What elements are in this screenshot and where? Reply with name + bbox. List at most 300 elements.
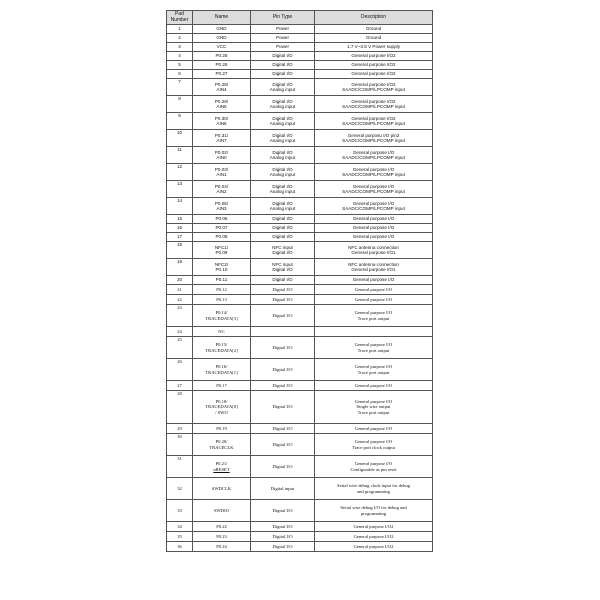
table-row (167, 478, 433, 500)
pad-number-cell: 30 (167, 434, 193, 456)
description-line: General purpose I/O (354, 342, 393, 348)
table-row (167, 381, 433, 391)
description-line: General purpose I/O (354, 296, 393, 302)
header-row (167, 11, 433, 25)
pin-type-cell (251, 478, 315, 500)
pad-number-cell: 17 (167, 233, 193, 242)
name-cell (193, 522, 251, 532)
pin-type-cell (251, 327, 315, 337)
pin-type-line: Digital I/O (272, 115, 293, 121)
name-line: TRACECLK (209, 444, 234, 450)
description-line: General purpose I/O (354, 286, 393, 292)
pad-number-cell: 12 (167, 164, 193, 181)
table-row (167, 242, 433, 259)
name-line: P0.24 (216, 543, 227, 549)
description-cell (315, 542, 433, 552)
name-line: P0.15/ (215, 342, 228, 348)
description-line: Trace port clock output (352, 444, 395, 450)
name-line: P0.14/ (215, 310, 228, 316)
name-line: AIN3 (216, 206, 227, 211)
description-cell (315, 79, 433, 96)
description-cell (315, 70, 433, 79)
pad-number-cell: 35 (167, 532, 193, 542)
pin-type-cell (251, 181, 315, 198)
pad-number-cell: 9 (167, 113, 193, 130)
description-line: Ground (365, 35, 382, 41)
name-line: GND (216, 35, 227, 41)
pin-type-line: Digital I/O (272, 382, 293, 388)
name-cell (193, 305, 251, 327)
description-line: Serial wire debug clock input for debug (337, 483, 410, 489)
pin-type-line: Analog input (269, 172, 296, 177)
table-row (167, 181, 433, 198)
description-cell (315, 456, 433, 478)
description-line: General purpose I/O2 (351, 53, 396, 59)
pin-type-cell (251, 61, 315, 70)
description-cell (315, 391, 433, 424)
name-cell (193, 456, 251, 478)
name-cell (193, 43, 251, 52)
table-row (167, 52, 433, 61)
description-cell (315, 478, 433, 500)
description-line: General purpose I/O (354, 399, 393, 405)
description-line: programming (360, 510, 386, 516)
pin-type-cell (251, 224, 315, 233)
pad-number-cell: 27 (167, 381, 193, 391)
pin-type-line: Digital I/O (272, 62, 293, 68)
description-cell (315, 276, 433, 285)
description-cell (315, 327, 433, 337)
description-cell (315, 532, 433, 542)
pad-number-cell: 7 (167, 79, 193, 96)
table-row (167, 327, 433, 337)
description-cell (315, 215, 433, 224)
description-line: General purpose I/O (352, 200, 395, 206)
pad-number-cell: 6 (167, 70, 193, 79)
table-header (167, 11, 433, 25)
pin-table (166, 10, 433, 552)
pad-number-cell: 11 (167, 147, 193, 164)
pad-number-cell: 28 (167, 391, 193, 424)
description-cell (315, 164, 433, 181)
name-cell (193, 532, 251, 542)
description-line: General purpose I/O2 (353, 543, 394, 549)
table-row (167, 542, 433, 552)
description-cell (315, 500, 433, 522)
pad-number-cell: 34 (167, 522, 193, 532)
pad-number-cell: 3 (167, 43, 193, 52)
name-line: AIN1 (216, 172, 227, 177)
description-line: General purpose I/O1 (351, 267, 396, 272)
table-row (167, 532, 433, 542)
pin-type-cell (251, 456, 315, 478)
pad-number-cell: 10 (167, 130, 193, 147)
name-line: P0.20/ (215, 439, 228, 445)
description-line: Trace port output (357, 409, 390, 415)
pin-type-line: Digital I/O (272, 234, 293, 240)
description-line: General purpose I/O (352, 183, 395, 189)
description-cell (315, 242, 433, 259)
table-row (167, 130, 433, 147)
name-line: / SWO (215, 409, 228, 415)
description-line: 1.7 V~3.6 V Power supply (347, 44, 400, 50)
pin-type-line: NFC input (272, 261, 293, 267)
name-cell (193, 198, 251, 215)
table-row (167, 233, 433, 242)
pin-type-cell (251, 434, 315, 456)
pin-type-cell (251, 96, 315, 113)
description-line: General purpose I/O2 (351, 81, 396, 87)
description-line: SAADC/COMP/LPCOMP input (342, 138, 405, 143)
description-cell (315, 198, 433, 215)
description-line: Single wire output (356, 404, 391, 410)
pad-number-cell: 22 (167, 295, 193, 305)
description-line: General purpose I/O (352, 277, 395, 283)
pad-number-cell: 20 (167, 276, 193, 285)
name-line: P0.11 (215, 277, 228, 283)
pin-type-cell (251, 532, 315, 542)
table-row (167, 434, 433, 456)
pin-type-line: Digital I/O (272, 296, 293, 302)
pin-type-cell (251, 359, 315, 381)
pin-type-cell (251, 285, 315, 295)
pad-number-cell: 32 (167, 478, 193, 500)
pad-number-cell: 15 (167, 215, 193, 224)
description-line: Configurable as pin reset (350, 466, 397, 472)
pin-type-cell (251, 25, 315, 34)
pin-type-line: Digital I/O (272, 312, 293, 318)
name-cell (193, 276, 251, 285)
table-row (167, 34, 433, 43)
name-line: TRACEDATA[3] (205, 315, 238, 321)
description-line: SAADC/COMP/LPCOMP input (342, 189, 405, 194)
name-line: P0.26 (215, 62, 228, 68)
name-line: AIN5 (216, 104, 227, 109)
table-row (167, 305, 433, 327)
table-row (167, 25, 433, 34)
name-line: P0.06 (215, 216, 228, 222)
name-cell (193, 337, 251, 359)
pad-number-cell: 19 (167, 259, 193, 276)
pin-type-line: Power (275, 44, 290, 50)
description-line: General purpose I/O2 (353, 533, 394, 539)
name-line: P0.03/ (214, 166, 229, 172)
pin-type-line: Digital I/O (272, 250, 293, 255)
description-line: Trace port output (357, 369, 390, 375)
pin-type-line: Power (275, 35, 290, 41)
description-cell (315, 25, 433, 34)
pin-type-cell (251, 79, 315, 96)
pin-type-line: Digital I/O (272, 441, 293, 447)
name-cell (193, 164, 251, 181)
name-cell (193, 242, 251, 259)
description-line: SAADC/COMP/LPCOMP input (342, 104, 405, 109)
name-line: P0.16/ (215, 364, 228, 370)
name-line: GND (216, 26, 227, 32)
table-row (167, 224, 433, 233)
name-cell (193, 61, 251, 70)
pin-type-line: Digital I/O (272, 404, 293, 410)
name-line: P0.28/ (214, 81, 229, 87)
description-line: SAADC/COMP/LPCOMP input (342, 155, 405, 160)
table-row (167, 522, 433, 532)
name-line: P0.07 (215, 225, 228, 231)
pad-number-cell: 23 (167, 305, 193, 327)
pin-type-line: Digital I/O (272, 425, 293, 431)
name-line: P0.02/ (214, 149, 229, 155)
name-cell (193, 52, 251, 61)
name-line: AIN0 (216, 155, 227, 160)
description-line: NFC antenna connection (348, 244, 399, 250)
description-line: General purpose I/O2 (351, 98, 396, 104)
table-row (167, 79, 433, 96)
name-cell (193, 147, 251, 164)
pin-type-line: Digital I/O (272, 81, 293, 87)
table-row (167, 285, 433, 295)
table-row (167, 359, 433, 381)
pad-number-cell: 4 (167, 52, 193, 61)
name-line: P0.18/ (215, 399, 228, 405)
description-cell (315, 34, 433, 43)
pad-number-cell: 5 (167, 61, 193, 70)
pad-number-cell: 24 (167, 327, 193, 337)
description-line: Trace port output (357, 347, 390, 353)
table-row (167, 456, 433, 478)
table-row (167, 500, 433, 522)
description-line: General purpose I/O2 (351, 62, 396, 68)
name-line: AIN2 (216, 189, 227, 194)
pin-type-cell (251, 305, 315, 327)
name-line: P0.30/ (214, 115, 229, 121)
name-line: P0.21/ (215, 461, 228, 467)
pad-number-cell: 2 (167, 34, 193, 43)
description-line: Ground (365, 26, 382, 32)
description-line: General purpose I/O (354, 364, 393, 370)
table-row (167, 61, 433, 70)
pin-type-cell (251, 542, 315, 552)
pad-number-cell: 33 (167, 500, 193, 522)
name-line: P0.05/ (214, 200, 229, 206)
description-cell (315, 224, 433, 233)
pin-type-cell (251, 391, 315, 424)
pin-type-line: Analog input (269, 87, 296, 92)
table-row (167, 391, 433, 424)
pin-type-line: Analog input (269, 138, 296, 143)
name-cell (193, 285, 251, 295)
description-cell (315, 259, 433, 276)
name-line: nRESET (213, 466, 230, 472)
pin-type-cell (251, 52, 315, 61)
table-row (167, 259, 433, 276)
description-cell (315, 359, 433, 381)
name-line: AIN7 (216, 138, 227, 143)
name-line: SWDCLK (211, 485, 232, 491)
pad-number-cell: 36 (167, 542, 193, 552)
description-line: General purpose I/O2 (351, 115, 396, 121)
pin-type-line: Analog input (269, 155, 296, 160)
pin-type-line: Digital I/O (272, 53, 293, 59)
description-cell (315, 43, 433, 52)
name-line: P0.12 (216, 286, 227, 292)
description-cell (315, 295, 433, 305)
description-line: SAADC/COMP/LPCOMP input (342, 87, 405, 92)
description-cell (315, 113, 433, 130)
pad-number-cell: 14 (167, 198, 193, 215)
pin-type-cell (251, 259, 315, 276)
description-cell (315, 61, 433, 70)
pin-type-line: Digital I/O (272, 98, 293, 104)
description-cell (315, 424, 433, 434)
pin-type-cell (251, 113, 315, 130)
pin-type-line: Digital I/O (272, 225, 293, 231)
table-row (167, 276, 433, 285)
pin-type-line: Analog input (269, 121, 296, 126)
description-line: General purpose I/O (352, 149, 395, 155)
description-cell (315, 233, 433, 242)
description-cell (315, 285, 433, 295)
name-line: TRACEDATA[2] (205, 347, 238, 353)
name-cell (193, 542, 251, 552)
description-cell (315, 181, 433, 198)
table-row (167, 113, 433, 130)
description-line: General purpose I/O (352, 166, 395, 172)
description-line: General purpose I/O (352, 234, 395, 240)
name-line: TRACEDATA[0] (205, 404, 238, 410)
pad-number-cell: 18 (167, 242, 193, 259)
name-line: P0.25 (215, 53, 228, 59)
pin-type-line: Analog input (269, 206, 296, 211)
description-line: General purpose I/O (354, 439, 393, 445)
name-cell (193, 96, 251, 113)
description-line: SAADC/COMP/LPCOMP input (342, 206, 405, 211)
pin-type-line: Digital I/O (272, 523, 293, 529)
name-line: P0.31/ (214, 132, 229, 138)
header-pad-number: Pad Number (167, 11, 193, 25)
pin-type-line: Digital I/O (272, 183, 293, 189)
pin-type-line: Analog input (269, 189, 296, 194)
description-line: General purpose I/O1 (351, 250, 396, 255)
description-line: General purposu I/O pin2 (347, 132, 400, 138)
name-cell (193, 215, 251, 224)
pad-number-cell: 1 (167, 25, 193, 34)
description-line: and programming (357, 488, 390, 494)
name-cell (193, 478, 251, 500)
description-line: General purpose I/O (354, 382, 393, 388)
pin-type-line: Digital input (270, 485, 295, 491)
pin-type-cell (251, 242, 315, 259)
name-line: P0.19 (216, 425, 227, 431)
pin-type-line: Digital I/O (272, 71, 293, 77)
pad-number-cell: 26 (167, 359, 193, 381)
description-cell (315, 130, 433, 147)
name-cell (193, 424, 251, 434)
description-line: General purpose I/O (354, 425, 393, 431)
pin-type-line: Digital I/O (272, 277, 293, 283)
pin-type-cell (251, 233, 315, 242)
table-row (167, 70, 433, 79)
description-line: General purpose I/O (354, 461, 393, 467)
pad-number-cell: 13 (167, 181, 193, 198)
pad-number-cell: 16 (167, 224, 193, 233)
pin-type-line: Digital I/O (272, 200, 293, 206)
name-line: P0.10 (215, 267, 228, 272)
description-line: NFC antenna connection (348, 261, 399, 267)
pin-type-line: Digital I/O (272, 533, 293, 539)
name-cell (193, 34, 251, 43)
description-cell (315, 337, 433, 359)
pin-type-cell (251, 43, 315, 52)
table-row (167, 164, 433, 181)
name-cell (193, 295, 251, 305)
pin-type-line: Digital I/O (272, 366, 293, 372)
name-cell (193, 181, 251, 198)
description-line: Trace port output (357, 315, 390, 321)
pin-type-line: Digital I/O (272, 216, 293, 222)
pin-type-cell (251, 424, 315, 434)
name-line: P0.29/ (214, 98, 229, 104)
name-line: P0.17 (216, 382, 227, 388)
name-cell (193, 70, 251, 79)
table-body (167, 25, 433, 552)
description-cell (315, 522, 433, 532)
pad-number-cell: 29 (167, 424, 193, 434)
description-line: SAADC/COMP/LPCOMP input (342, 121, 405, 126)
name-cell (193, 391, 251, 424)
header-name: Name (193, 11, 251, 25)
pin-type-line: Analog input (269, 104, 296, 109)
pin-type-cell (251, 70, 315, 79)
pin-type-line: Digital I/O (272, 344, 293, 350)
table-row (167, 147, 433, 164)
name-cell (193, 233, 251, 242)
description-cell (315, 147, 433, 164)
pin-type-line: Digital I/O (272, 267, 293, 272)
pin-type-cell (251, 276, 315, 285)
description-line: General purpose I/O2 (351, 71, 396, 77)
name-line: AIN6 (216, 121, 227, 126)
table-row (167, 215, 433, 224)
pin-type-line: Digital I/O (272, 507, 293, 513)
pin-type-line: Digital I/O (272, 463, 293, 469)
pin-type-cell (251, 381, 315, 391)
description-line: Serial wire debug I/O for debug and (340, 505, 407, 511)
name-line: P0.13 (216, 296, 227, 302)
description-cell (315, 305, 433, 327)
name-line: P0.23 (216, 533, 227, 539)
name-cell (193, 259, 251, 276)
pin-type-cell (251, 337, 315, 359)
pad-number-cell: 21 (167, 285, 193, 295)
name-cell (193, 25, 251, 34)
name-line: NFC1/ (214, 244, 229, 250)
header-description: Description (315, 11, 433, 25)
pad-number-cell: 31 (167, 456, 193, 478)
name-cell (193, 500, 251, 522)
pin-type-cell (251, 198, 315, 215)
name-line: P0.09 (215, 250, 228, 255)
pin-type-line: NFC input (272, 244, 293, 250)
name-line: VCC (216, 44, 227, 50)
table-row (167, 96, 433, 113)
pin-type-cell (251, 34, 315, 43)
name-cell (193, 327, 251, 337)
name-line: P0.08 (215, 234, 228, 240)
name-line: AIN4 (216, 87, 227, 92)
pin-type-line: Digital I/O (272, 166, 293, 172)
pad-number-cell: 8 (167, 96, 193, 113)
table-row (167, 337, 433, 359)
pin-type-line: Digital I/O (272, 132, 293, 138)
